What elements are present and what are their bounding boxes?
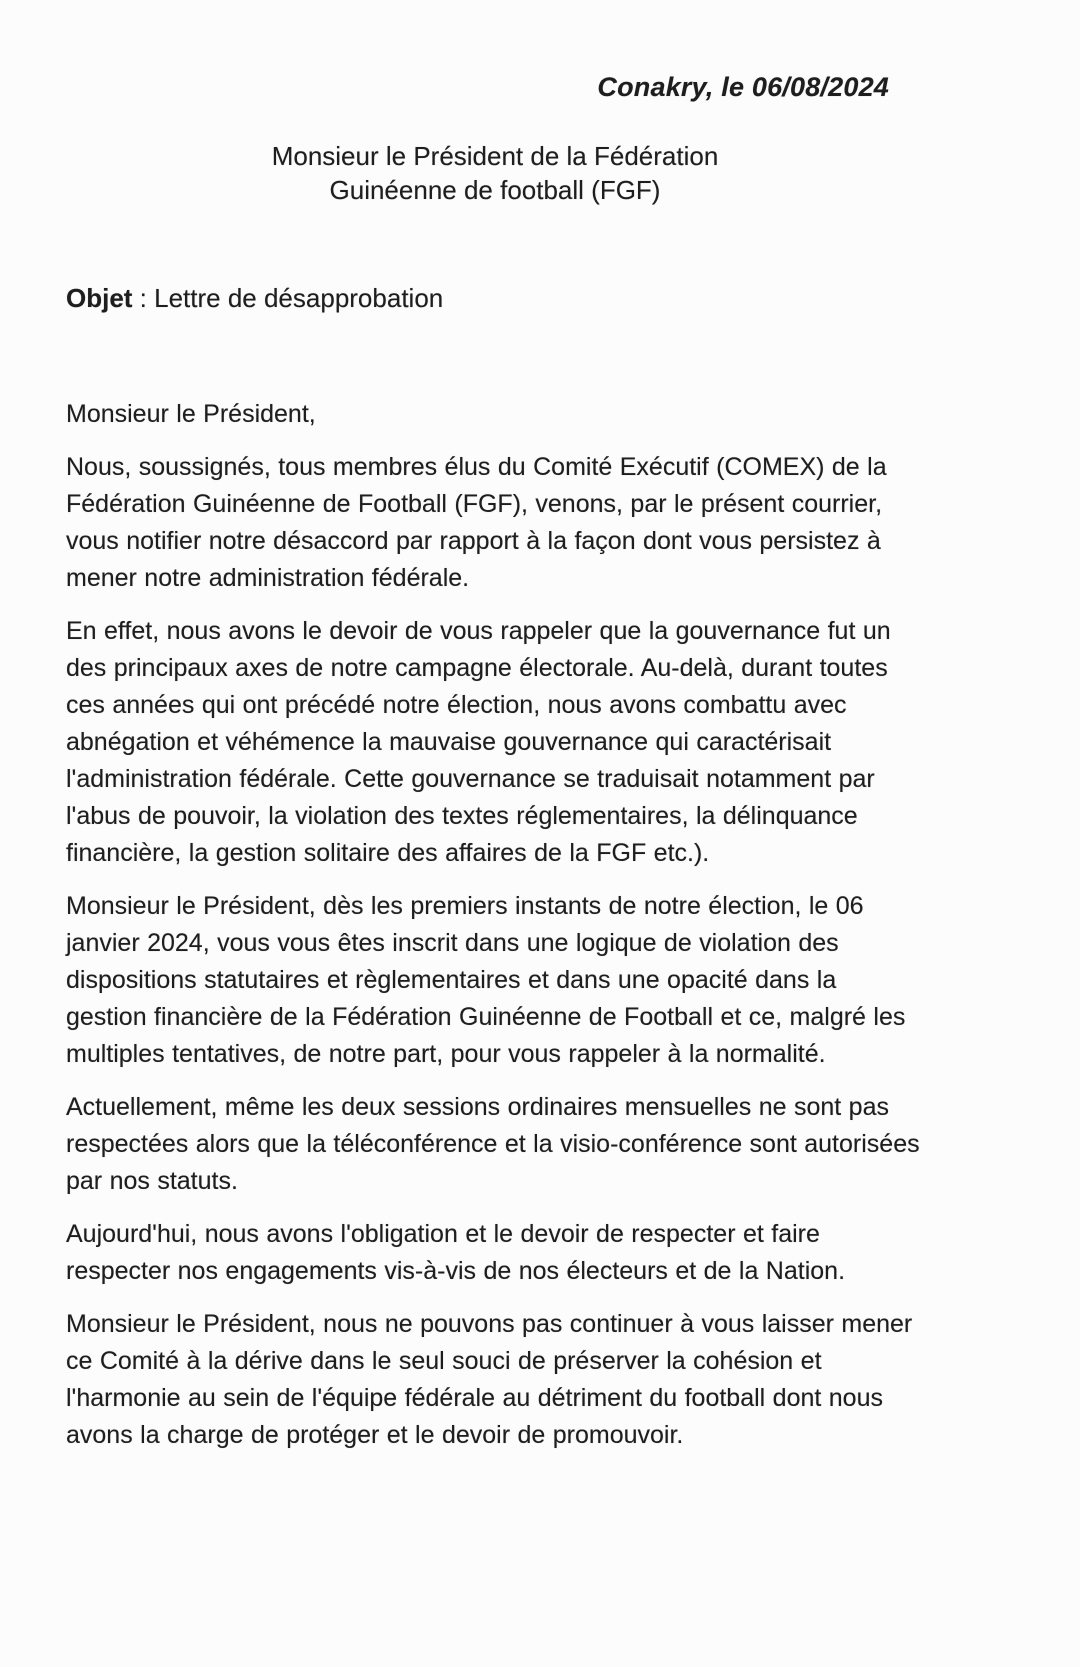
paragraph-6: Monsieur le Président, nous ne pouvons pas continuer à vous laisser mener ce Comité à la dérive dans le seul souci de préserver la cohésion et l'harmonie au sein de l'équipe fédérale au détriment du football dont nous avons la charge de protéger et le devoir de promouvoir. — [66, 1310, 913, 1449]
recipient-line-2: Guinéenne de football (FGF) — [329, 175, 661, 205]
recipient-address — [66, 139, 924, 207]
salutation: Monsieur le Président, — [66, 400, 316, 428]
paragraph-1: Nous, soussignés, tous membres élus du Comité Exécutif (COMEX) de la Fédération Guinéenne de Football (FGF), venons, par le présent courrier, vous notifier notre désaccord par rapport à la façon dont vous persistez à mener notre administration fédérale. — [66, 453, 887, 592]
subject-text: : Lettre de désapprobation — [132, 283, 444, 313]
letter-content — [66, 72, 924, 1454]
paragraph-5: Aujourd'hui, nous avons l'obligation et le devoir de respecter et faire respecter nos engagements vis-à-vis de nos électeurs et de la Nation. — [66, 1220, 846, 1285]
recipient-line-1: Monsieur le Président de la Fédération — [271, 141, 719, 171]
paragraph-2: En effet, nous avons le devoir de vous rappeler que la gouvernance fut un des principaux axes de notre campagne électorale. Au-delà, durant toutes ces années qui ont précédé notre élection, nous avons combattu avec abnégation et véhémence la mauvaise gouvernance qui caractérisait l'administration fédérale. Cette gouvernance se traduisait notamment par l'abus de pouvoir, la violation des textes réglementaires, la délinquance financière, la gestion solitaire des affaires de la FGF etc.). — [66, 617, 891, 867]
subject-label: Objet — [66, 283, 133, 313]
subject-line — [66, 283, 924, 314]
date-line: Conakry, le 06/08/2024 — [597, 72, 889, 102]
paragraph-4: Actuellement, même les deux sessions ordinaires mensuelles ne sont pas respectées alors que la téléconférence et la visio-conférence sont autorisées par nos statuts. — [66, 1093, 920, 1195]
paragraph-3: Monsieur le Président, dès les premiers instants de notre élection, le 06 janvier 2024, vous vous êtes inscrit dans une logique de violation des dispositions statutaires et règlementaires et dans une opacité dans la gestion financière de la Fédération Guinéenne de Football et ce, malgré les multiples tentatives, de notre part, pour vous rappeler à la normalité. — [66, 892, 906, 1068]
